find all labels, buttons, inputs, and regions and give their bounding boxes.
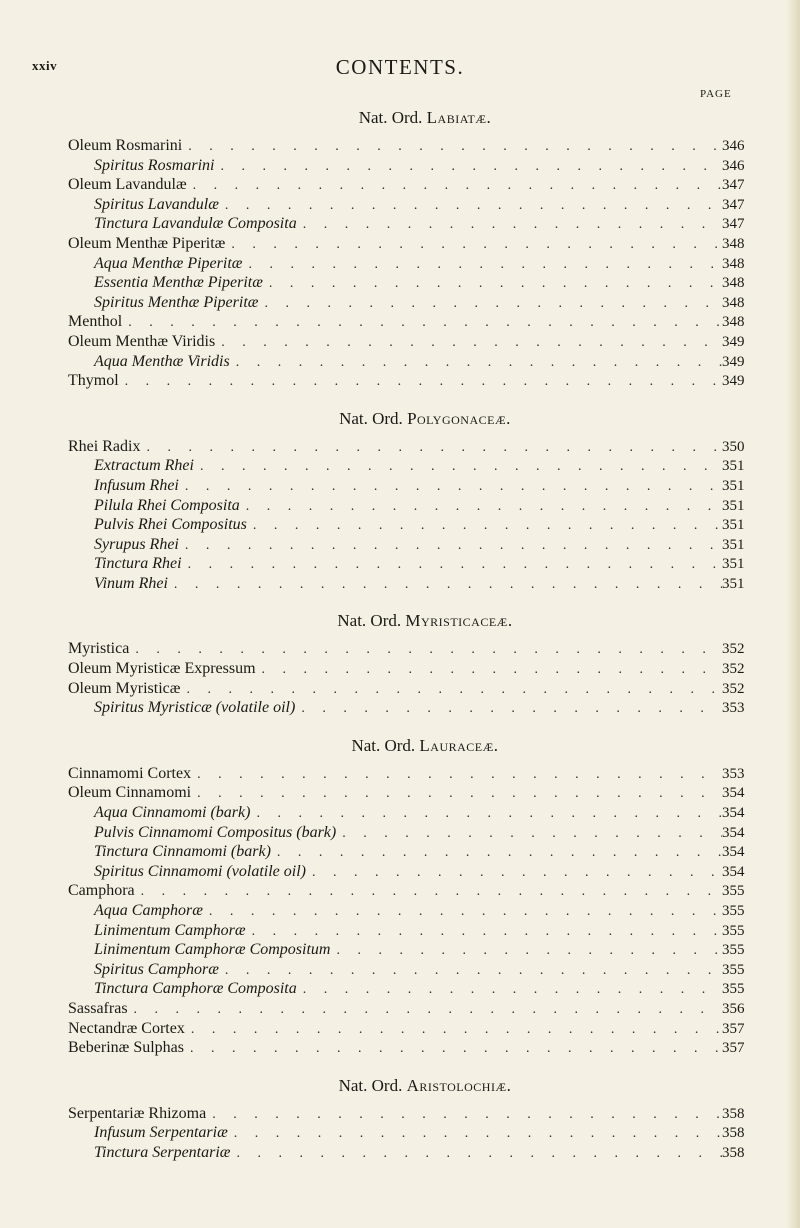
entry-page-number: 347 [722,196,745,213]
toc-entry [68,371,758,391]
natural-order-heading [68,1068,758,1104]
entry-page-number: 348 [722,235,745,252]
dot-leader [230,353,722,373]
entry-page-number: 358 [722,1125,745,1142]
entry-title: Pulvis Cinnamomi Compositus (bark) [94,823,337,841]
entry-page-number: 354 [722,785,745,802]
dot-leader [119,372,722,392]
dot-leader [179,536,722,556]
order-prefix: Nat. Ord. [351,735,416,755]
toc-entry [68,574,758,594]
entry-page-number: 356 [722,1000,745,1017]
entry-page-number: 352 [722,641,745,658]
entry-page-number: 353 [722,700,745,717]
toc-entry [68,764,758,784]
entry-title: Oleum Myristicæ Expressum [68,660,256,678]
entry-title: Oleum Cinnamomi [68,784,192,802]
entry-page-number: 354 [722,805,745,822]
dot-leader [228,1124,722,1144]
page-column-label: PAGE [700,88,732,100]
toc-entry [68,999,758,1019]
dot-leader [271,843,722,863]
entry-title: Beberinæ Sulphas [68,1039,184,1057]
toc-entry [68,156,758,176]
entry-title: Infusum Rhei [94,476,179,494]
entry-title: Camphora [68,882,135,900]
entry-page-number: 354 [722,863,745,880]
toc-entry [68,823,758,843]
entry-page-number: 348 [722,275,745,292]
section-gap [68,1058,758,1068]
dot-leader [182,555,722,575]
natural-order-heading [68,401,758,437]
toc-entry [68,1038,758,1058]
toc-entry [68,312,758,332]
entry-page-number: 351 [722,458,745,475]
dot-leader [297,980,722,1000]
order-name: Lauraceæ. [419,735,499,755]
toc-entry [68,332,758,352]
entry-title: Tinctura Camphoræ Composita [94,980,297,998]
entry-page-number: 349 [722,333,745,350]
entry-page-number: 354 [722,844,745,861]
entry-page-number: 358 [722,1144,745,1161]
entry-title: Aqua Camphoræ [94,902,203,919]
dot-leader [191,765,722,785]
dot-leader [179,477,722,497]
natural-order-heading [68,100,758,136]
toc-entry [68,803,758,823]
dot-leader [242,255,722,275]
entry-title: Linimentum Camphoræ [94,921,246,939]
entry-title: Thymol [68,372,119,390]
entry-page-number: 350 [722,438,745,455]
toc-entry [68,979,758,999]
toc-entry [68,679,758,699]
dot-leader [230,1144,722,1164]
order-name: Polygonaceæ. [407,408,511,428]
order-prefix: Nat. Ord. [339,408,403,428]
dot-leader [258,294,722,314]
entry-page-number: 348 [722,255,745,272]
entry-title: Oleum Menthæ Piperitæ [68,234,226,252]
entry-page-number: 352 [722,680,745,697]
entry-title: Tinctura Rhei [94,555,182,573]
dot-leader [214,157,722,177]
entry-page-number: 351 [722,575,745,592]
dot-leader [194,457,722,477]
entry-title: Cinnamomi Cortex [68,764,192,782]
entry-title: Extractum Rhei [94,457,194,475]
toc-entry [68,437,758,457]
dot-leader [295,699,722,719]
dot-leader [185,1020,722,1040]
toc-entry [68,1019,758,1039]
entry-title: Spiritus Cinnamomi (volatile oil) [94,862,306,880]
dot-leader [135,882,722,902]
entry-page-number: 355 [722,883,745,900]
entry-page-number: 358 [722,1105,745,1122]
entry-page-number: 351 [722,517,745,534]
entry-page-number: 346 [722,157,745,174]
entry-page-number: 348 [722,314,745,331]
entry-title: Spiritus Camphoræ [94,960,219,978]
entry-page-number: 351 [722,536,745,553]
toc-entry [68,254,758,274]
entry-page-number: 351 [722,497,745,514]
entry-title: Aqua Cinnamomi (bark) [94,804,251,822]
entry-page-number: 357 [722,1040,745,1057]
entry-title: Spiritus Lavandulæ [94,195,219,213]
entry-title: Rhei Radix [68,437,141,455]
dot-leader [306,863,722,883]
toc-entry [68,1143,758,1163]
natural-order-heading [68,728,758,764]
toc-entry [68,921,758,941]
entry-title: Oleum Rosmarini [68,137,183,154]
section-gap [68,593,758,603]
entry-page-number: 349 [722,353,745,370]
entry-title: Serpentariæ Rhizoma [68,1104,207,1122]
dot-leader [140,438,722,458]
toc-entry [68,476,758,496]
toc-entry [68,214,758,234]
toc-entry [68,783,758,803]
dot-leader [168,575,722,595]
entry-page-number: 352 [722,661,745,678]
entry-title: Syrupus Rhei [94,535,179,553]
toc-entry [68,352,758,372]
entry-page-number: 355 [722,942,745,959]
entry-title: Aqua Menthæ Viridis [94,352,230,370]
entry-title: Infusum Serpentariæ [94,1124,228,1142]
section-gap [68,391,758,401]
entry-title: Vinum Rhei [94,574,168,592]
entry-title: Oleum Myristicæ [68,679,181,697]
dot-leader [330,941,722,961]
dot-leader [297,215,722,235]
order-name: Labiatæ. [426,108,492,127]
toc-entry [68,273,758,293]
toc-entry [68,234,758,254]
toc-entry [68,554,758,574]
entry-page-number: 355 [722,903,745,919]
toc-entry [68,456,758,476]
entry-page-number: 347 [722,216,745,233]
dot-leader [180,680,722,700]
dot-leader [263,274,722,294]
dot-leader [247,516,722,536]
entry-page-number: 353 [722,765,745,782]
dot-leader [184,1039,722,1059]
entry-title: Pulvis Rhei Compositus [94,516,247,534]
toc-entry [68,639,758,659]
toc-entry [68,175,758,195]
running-head: CONTENTS. [335,55,465,79]
toc-entry [68,195,758,215]
entry-title: Tinctura Lavandulæ Composita [94,215,297,233]
toc-entry [68,1123,758,1143]
entry-title: Essentia Menthæ Piperitæ [94,274,263,292]
toc-entry [68,862,758,882]
table-of-contents [68,100,758,1163]
entry-title: Tinctura Serpentariæ [94,1143,231,1161]
dot-leader [250,804,722,824]
dot-leader [182,137,722,157]
toc-entry [68,901,758,921]
dot-leader [191,784,722,804]
toc-entry [68,515,758,535]
toc-entry [68,1104,758,1124]
dot-leader [206,1105,722,1125]
order-prefix: Nat. Ord. [338,1075,403,1095]
entry-page-number: 354 [722,824,745,841]
entry-title: Linimentum Camphoræ Compositum [94,941,331,959]
entry-title: Aqua Menthæ Piperitæ [94,254,243,272]
entry-page-number: 357 [722,1020,745,1037]
dot-leader [215,333,722,353]
dot-leader [225,235,722,255]
toc-entry [68,535,758,555]
entry-title: Oleum Menthæ Viridis [68,332,216,350]
entry-title: Spiritus Menthæ Piperitæ [94,293,259,311]
entry-page-number: 355 [722,961,745,978]
section-gap [68,718,758,728]
toc-entry [68,940,758,960]
order-name: Aristolochiæ. [406,1075,512,1095]
entry-title: Tinctura Cinnamomi (bark) [94,843,271,861]
entry-page-number: 346 [722,138,745,154]
dot-leader [240,497,722,517]
natural-order-heading [68,603,758,639]
entry-page-number: 355 [722,922,745,939]
entry-title: Sassafras [68,999,128,1017]
entry-title: Pilula Rhei Composita [94,496,240,514]
entry-title: Nectandræ Cortex [68,1019,185,1037]
entry-title: Oleum Lavandulæ [68,176,187,194]
order-prefix: Nat. Ord. [358,108,423,127]
toc-entry [68,881,758,901]
entry-page-number: 351 [722,477,745,494]
page-number: xxiv [32,58,58,73]
toc-entry [68,698,758,718]
entry-title: Myristica [68,640,130,658]
entry-title: Menthol [68,313,123,331]
toc-entry [68,960,758,980]
dot-leader [187,176,722,196]
toc-entry [68,842,758,862]
entry-page-number: 347 [722,177,745,194]
dot-leader [246,922,722,942]
entry-page-number: 348 [722,294,745,311]
toc-entry [68,136,758,156]
dot-leader [256,660,722,680]
dot-leader [219,196,722,216]
dot-leader [336,824,722,844]
toc-entry [68,496,758,516]
page-edge-shadow [786,0,800,1228]
entry-title: Spiritus Myristicæ (volatile oil) [94,699,296,717]
entry-title: Spiritus Rosmarini [94,156,215,174]
dot-leader [122,313,722,333]
entry-page-number: 355 [722,981,745,998]
toc-entry [68,293,758,313]
dot-leader [128,1000,722,1020]
order-prefix: Nat. Ord. [337,611,402,631]
order-name: Myristicaceæ. [405,611,513,631]
dot-leader [129,640,722,660]
dot-leader [203,902,722,922]
dot-leader [219,961,722,981]
toc-entry [68,659,758,679]
entry-page-number: 351 [722,556,745,573]
entry-page-number: 349 [722,373,745,390]
